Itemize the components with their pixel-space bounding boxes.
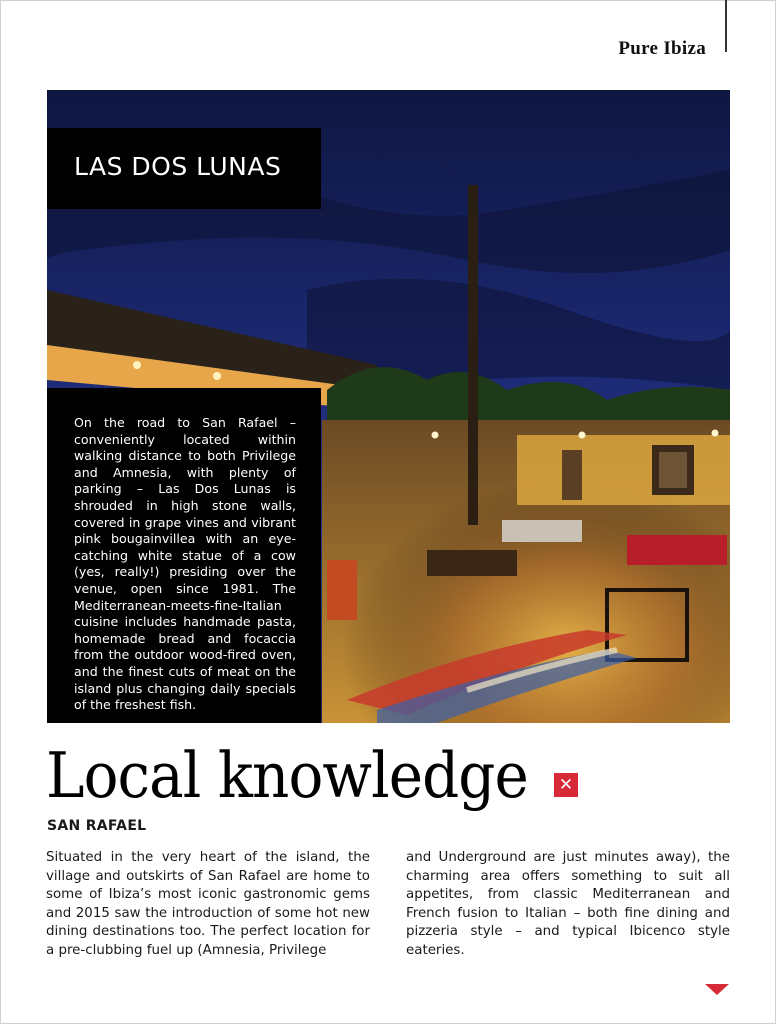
page-headline: Local knowledge [46, 739, 528, 812]
feature-caption: On the road to San Rafael – conveniently located within walking distance to both Privilege and Amnesia, with plenty of parking – Las Dos Lunas is shrouded in high stone walls, covered in grape vines and vibrant pink bougainvillea with an eye-catching white statue of a cow (yes, really!) presiding over the venue, open since 1981. The Mediterranean-meets-fine-Italian cuisine includes handmade pasta, homemade bread and focaccia from the outdoor wood-fired oven, and the finest cuts of meat on the island plus changing daily specials of the freshest fish. [74, 415, 296, 713]
close-icon[interactable]: ✕ [554, 773, 578, 797]
section-subhead: SAN RAFAEL [47, 818, 147, 834]
article-column-right [406, 849, 730, 960]
section-tag: Pure Ibiza [618, 38, 706, 59]
article-text-left: Situated in the very heart of the island, the village and outskirts of San Rafael are home to some of Ibiza’s most iconic gastronomic gems and 2015 saw the introduction of some hot new dining destinations too. The perfect location for a pre-clubbing fuel up (Amnesia, Privilege [46, 850, 370, 958]
article-text-right: and Underground are just minutes away), the charming area offers something to suit all appetites, from classic Mediterranean and French fusion to Italian – both fine dining and pizzeria style – and typical Ibicenco style eateries. [406, 850, 730, 958]
triangle-down-icon[interactable] [705, 984, 729, 995]
section-divider [725, 0, 727, 52]
feature-title-box [47, 128, 321, 209]
article-column-left [46, 849, 370, 960]
feature-title: LAS DOS LUNAS [74, 152, 282, 181]
feature-caption-box [47, 388, 321, 723]
